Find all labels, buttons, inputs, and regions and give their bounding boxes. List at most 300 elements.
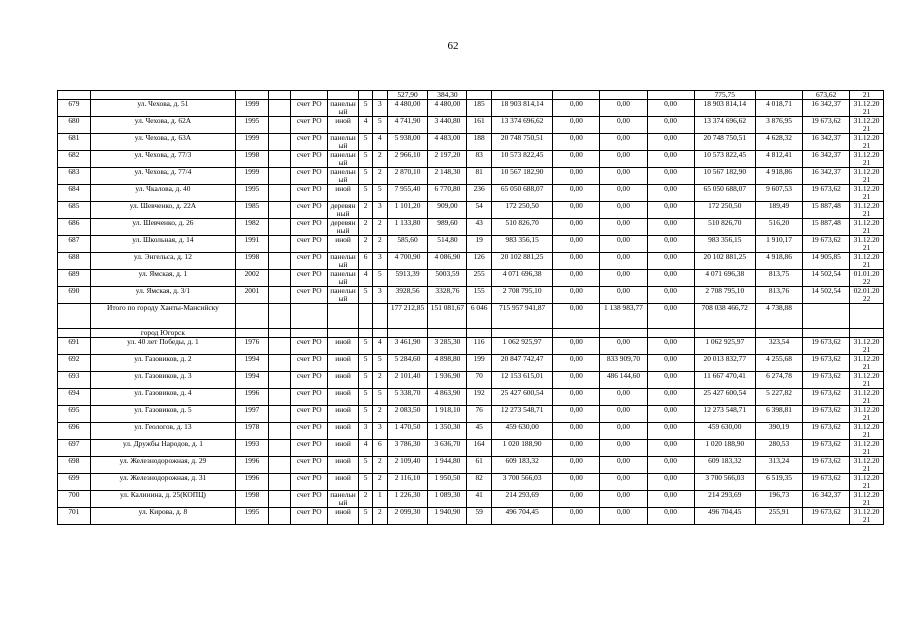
table-cell: 5 [358, 508, 372, 525]
table-cell: 390,19 [755, 423, 802, 440]
table-cell: 19 673,62 [803, 236, 850, 253]
table-cell: 697 [58, 440, 91, 457]
table-cell: 6 398,81 [755, 406, 802, 423]
table-cell: 10 573 822,45 [694, 151, 755, 168]
table-cell: 708 038 466,72 [694, 304, 755, 329]
table-cell: 690 [58, 287, 91, 304]
table-cell: 3328,76 [428, 287, 467, 304]
table-cell [268, 236, 291, 253]
table-cell [268, 406, 291, 423]
table-cell: 16 342,37 [803, 100, 850, 117]
table-cell: 673,62 [803, 91, 850, 100]
table-cell: 609 183,32 [491, 457, 552, 474]
table-cell: счет РО [291, 185, 328, 202]
table-cell: счет РО [291, 440, 328, 457]
table-cell: 6 [358, 253, 372, 270]
table-cell: 19 673,62 [803, 474, 850, 491]
table-cell: 5 [358, 151, 372, 168]
table-cell: 10 567 182,90 [491, 168, 552, 185]
table-cell: 0,00 [647, 100, 694, 117]
table-row [58, 491, 884, 508]
table-cell: 02.01.20 22 [850, 287, 884, 304]
table-cell: 2 [373, 372, 387, 389]
table-cell: иной [328, 338, 359, 355]
table-cell: 11 667 470,41 [694, 372, 755, 389]
table-cell: 609 183,32 [694, 457, 755, 474]
table-cell: панельн ый [328, 168, 359, 185]
table-cell: 0,00 [553, 457, 600, 474]
table-cell: счет РО [291, 219, 328, 236]
table-cell [291, 329, 328, 338]
table-cell: 4 071 696,38 [694, 270, 755, 287]
table-cell: 01.01.20 22 [850, 270, 884, 287]
table-cell: ул. Дружбы Народов, д. 1 [90, 440, 235, 457]
table-cell [268, 219, 291, 236]
table-cell: панельн ый [328, 270, 359, 287]
table-cell: 19 673,62 [803, 372, 850, 389]
table-cell: 692 [58, 355, 91, 372]
table-row [58, 372, 884, 389]
table-cell: ул. Энгельса, д. 12 [90, 253, 235, 270]
table-cell [268, 168, 291, 185]
table-cell: 1985 [236, 202, 269, 219]
table-cell: 16 342,37 [803, 491, 850, 508]
table-cell: 4 [358, 270, 372, 287]
table-cell [236, 329, 269, 338]
table-cell: иной [328, 508, 359, 525]
table-cell [358, 304, 372, 329]
table-cell: 0,00 [553, 219, 600, 236]
table-cell: 496 704,45 [694, 508, 755, 525]
table-cell: 1999 [236, 168, 269, 185]
table-cell: 2 [373, 236, 387, 253]
table-cell: 31.12.20 21 [850, 372, 884, 389]
table-row [58, 338, 884, 355]
table-cell: 0,00 [600, 508, 647, 525]
table-cell [803, 329, 850, 338]
table-cell [268, 91, 291, 100]
table-cell: 3 700 566,03 [694, 474, 755, 491]
table-cell: 4 [358, 440, 372, 457]
table-cell: 5 [373, 389, 387, 406]
table-cell: 65 050 688,07 [694, 185, 755, 202]
table-cell: 214 293,69 [491, 491, 552, 508]
table-cell: 5 [358, 287, 372, 304]
table-cell: 0,00 [600, 151, 647, 168]
table-cell [236, 91, 269, 100]
table-cell: 5 [358, 457, 372, 474]
table-cell: 0,00 [647, 219, 694, 236]
table-cell: 5 [373, 117, 387, 134]
table-cell: 384,30 [428, 91, 467, 100]
table-cell: 18 903 814,14 [491, 100, 552, 117]
table-cell: 0,00 [553, 287, 600, 304]
table-cell: счет РО [291, 202, 328, 219]
table-cell: счет РО [291, 151, 328, 168]
table-cell: 19 673,62 [803, 355, 850, 372]
table-cell: 0,00 [553, 185, 600, 202]
table-cell: 43 [467, 219, 492, 236]
table-cell: 0,00 [600, 253, 647, 270]
table-cell: ул. Газовиков, д. 5 [90, 406, 235, 423]
table-cell: 25 427 600,54 [694, 389, 755, 406]
table-cell: 3 285,30 [428, 338, 467, 355]
table-cell: ул. Чехова, д. 77/3 [90, 151, 235, 168]
table-cell: 5 [358, 185, 372, 202]
table-cell: 4 918,86 [755, 168, 802, 185]
table-cell: 3 [373, 253, 387, 270]
table-cell [553, 91, 600, 100]
table-cell: 684 [58, 185, 91, 202]
table-cell: 510 826,70 [694, 219, 755, 236]
table-cell: 1 944,80 [428, 457, 467, 474]
table-cell: деревян ный [328, 219, 359, 236]
table-cell [268, 117, 291, 134]
table-cell: 19 673,62 [803, 457, 850, 474]
table-cell [268, 389, 291, 406]
table-cell: 1 089,30 [428, 491, 467, 508]
table-cell: счет РО [291, 253, 328, 270]
table-cell: 0,00 [553, 372, 600, 389]
table-cell: 1998 [236, 491, 269, 508]
table-cell: 693 [58, 372, 91, 389]
table-cell: 0,00 [553, 338, 600, 355]
table-cell: счет РО [291, 372, 328, 389]
table-cell: 0,00 [553, 406, 600, 423]
table-cell: 12 273 548,71 [491, 406, 552, 423]
table-cell: 9 607,53 [755, 185, 802, 202]
table-cell: 1 936,90 [428, 372, 467, 389]
table-cell: ул. Газовиков, д. 3 [90, 372, 235, 389]
table-cell: 2 109,40 [387, 457, 428, 474]
table-cell: 0,00 [600, 474, 647, 491]
table-cell: 1999 [236, 134, 269, 151]
table-cell: 1978 [236, 423, 269, 440]
table-cell [328, 304, 359, 329]
table-cell: 4 863,90 [428, 389, 467, 406]
table-cell: иной [328, 117, 359, 134]
table-cell [373, 304, 387, 329]
table-cell: панельн ый [328, 253, 359, 270]
table-cell: 5 [358, 338, 372, 355]
table-cell: 214 293,69 [694, 491, 755, 508]
table-cell: ул. Железнодорожная, д. 29 [90, 457, 235, 474]
table-cell: 0,00 [647, 508, 694, 525]
table-cell [90, 91, 235, 100]
table-cell: 161 [467, 117, 492, 134]
table-cell: 31.12.20 21 [850, 100, 884, 117]
table-cell: 16 342,37 [803, 134, 850, 151]
table-cell [268, 202, 291, 219]
table-cell [268, 304, 291, 329]
table-cell: 0,00 [600, 423, 647, 440]
table-cell: 514,80 [428, 236, 467, 253]
table-cell: 19 673,62 [803, 406, 850, 423]
table-cell: 5913,39 [387, 270, 428, 287]
table-cell: 2 966,10 [387, 151, 428, 168]
table-cell: 0,00 [600, 491, 647, 508]
table-cell: 1976 [236, 338, 269, 355]
table-cell: 1 918,10 [428, 406, 467, 423]
table-cell: 989,60 [428, 219, 467, 236]
table-cell: 0,00 [647, 270, 694, 287]
table-cell: ул. Чехова, д. 63А [90, 134, 235, 151]
table-cell: 682 [58, 151, 91, 168]
table-cell: 2 [373, 508, 387, 525]
table-cell: 1 020 188,90 [491, 440, 552, 457]
table-cell: 1 101,20 [387, 202, 428, 219]
table-cell: 31.12.20 21 [850, 457, 884, 474]
table-cell: 192 [467, 389, 492, 406]
table-cell: 4 738,88 [755, 304, 802, 329]
table-cell: 1991 [236, 236, 269, 253]
table-cell: ул. Чехова, д. 51 [90, 100, 235, 117]
table-row [58, 389, 884, 406]
table-cell: 683 [58, 168, 91, 185]
table-cell: 164 [467, 440, 492, 457]
table-cell: 1996 [236, 389, 269, 406]
table-cell: 0,00 [553, 389, 600, 406]
table-cell: 685 [58, 202, 91, 219]
table-cell: 3 700 566,03 [491, 474, 552, 491]
table-cell: 70 [467, 372, 492, 389]
table-cell: ул. Железнодорожная, д. 31 [90, 474, 235, 491]
table-cell [268, 100, 291, 117]
table-cell: 1993 [236, 440, 269, 457]
table-cell: 696 [58, 423, 91, 440]
table-cell: 31.12.20 21 [850, 168, 884, 185]
table-cell: 695 [58, 406, 91, 423]
table-cell: 185 [467, 100, 492, 117]
table-cell [553, 329, 600, 338]
table-row [58, 270, 884, 287]
table-cell [58, 91, 91, 100]
table-cell: 2 083,50 [387, 406, 428, 423]
table-cell: 4 [373, 134, 387, 151]
table-cell: 0,00 [647, 372, 694, 389]
table-cell: ул. Шевченко, д. 26 [90, 219, 235, 236]
table-cell: 0,00 [600, 185, 647, 202]
table-cell: иной [328, 372, 359, 389]
table-cell [694, 329, 755, 338]
table-cell: 1982 [236, 219, 269, 236]
table-cell [491, 91, 552, 100]
table-cell: 280,53 [755, 440, 802, 457]
table-cell: 31.12.20 21 [850, 236, 884, 253]
table-cell: 31.12.20 21 [850, 117, 884, 134]
table-cell: 1995 [236, 117, 269, 134]
table-cell: 12 153 615,01 [491, 372, 552, 389]
table-cell: 19 [467, 236, 492, 253]
table-cell: 31.12.20 21 [850, 219, 884, 236]
table-cell: 6 519,35 [755, 474, 802, 491]
table-cell: 5003,59 [428, 270, 467, 287]
table-cell: иной [328, 236, 359, 253]
table-cell: ул. Газовиков, д. 2 [90, 355, 235, 372]
table-cell: 486 144,60 [600, 372, 647, 389]
table-cell [428, 329, 467, 338]
table-cell: 1 470,50 [387, 423, 428, 440]
table-cell [328, 91, 359, 100]
table-cell: 4 071 696,38 [491, 270, 552, 287]
table-cell: 2 099,30 [387, 508, 428, 525]
table-cell: иной [328, 474, 359, 491]
table-cell: 0,00 [553, 423, 600, 440]
table-cell: 6 770,80 [428, 185, 467, 202]
table-cell: 4 255,68 [755, 355, 802, 372]
table-cell: 983 356,15 [694, 236, 755, 253]
table-cell [268, 457, 291, 474]
table-cell: 4 480,00 [428, 100, 467, 117]
table-cell: 0,00 [600, 100, 647, 117]
table-cell: ул. 40 лет Победы, д. 1 [90, 338, 235, 355]
table-cell: 19 673,62 [803, 440, 850, 457]
table-cell: 3 [373, 100, 387, 117]
table-cell: 59 [467, 508, 492, 525]
table-cell: 0,00 [647, 253, 694, 270]
table-cell: 2 [373, 457, 387, 474]
table-cell: 2 [373, 219, 387, 236]
table-cell: 715 957 941,87 [491, 304, 552, 329]
table-cell: 2 [373, 151, 387, 168]
table-cell [291, 91, 328, 100]
table-cell: 0,00 [600, 338, 647, 355]
table-cell: 0,00 [647, 236, 694, 253]
table-cell [268, 253, 291, 270]
table-cell [358, 91, 372, 100]
table-cell: иной [328, 440, 359, 457]
table-cell: 19 673,62 [803, 508, 850, 525]
table-cell [491, 329, 552, 338]
table-cell: 833 909,70 [600, 355, 647, 372]
table-cell: панельн ый [328, 134, 359, 151]
table-cell: 323,54 [755, 338, 802, 355]
table-cell: 4 480,00 [387, 100, 428, 117]
table-cell: 2 [373, 168, 387, 185]
table-cell: 1 062 925,97 [694, 338, 755, 355]
table-cell [755, 91, 802, 100]
continuation-row [58, 91, 884, 100]
table-row [58, 440, 884, 457]
table-cell: 0,00 [647, 117, 694, 134]
table-cell: 0,00 [600, 117, 647, 134]
table-cell: 5 [358, 100, 372, 117]
table-cell: 31.12.20 21 [850, 202, 884, 219]
table-cell: иной [328, 185, 359, 202]
table-cell: 0,00 [647, 423, 694, 440]
table-cell: 4 628,32 [755, 134, 802, 151]
table-cell: 0,00 [553, 100, 600, 117]
table-cell: 0,00 [600, 202, 647, 219]
table-cell: 2 [358, 236, 372, 253]
table-cell: 5 [373, 270, 387, 287]
table-cell: 5 [358, 389, 372, 406]
table-cell: 2 116,10 [387, 474, 428, 491]
table-cell: 4 018,71 [755, 100, 802, 117]
table-cell: 15 887,48 [803, 219, 850, 236]
table-cell [268, 440, 291, 457]
table-cell: 1994 [236, 355, 269, 372]
table-cell: 151 081,67 [428, 304, 467, 329]
table-cell: 0,00 [553, 151, 600, 168]
table-cell: 0,00 [647, 202, 694, 219]
table-cell [236, 304, 269, 329]
table-cell: счет РО [291, 134, 328, 151]
table-cell: ул. Ямская, д. 3/1 [90, 287, 235, 304]
table-cell: 188 [467, 134, 492, 151]
table-cell: счет РО [291, 423, 328, 440]
table-cell: 0,00 [553, 236, 600, 253]
table-cell: 0,00 [647, 338, 694, 355]
table-cell: 1994 [236, 372, 269, 389]
table-cell: 10 573 822,45 [491, 151, 552, 168]
table-cell: 5 [358, 406, 372, 423]
table-cell [358, 329, 372, 338]
table-cell: панельн ый [328, 151, 359, 168]
table-cell: 3 461,90 [387, 338, 428, 355]
table-row [58, 151, 884, 168]
table-row [58, 423, 884, 440]
table-cell: 3928,56 [387, 287, 428, 304]
table-cell: 1 226,30 [387, 491, 428, 508]
table-cell: 688 [58, 253, 91, 270]
table-cell: панельн ый [328, 287, 359, 304]
table-row [58, 100, 884, 117]
table-cell: 1998 [236, 253, 269, 270]
table-cell: 255 [467, 270, 492, 287]
table-cell: 0,00 [600, 440, 647, 457]
table-cell: 81 [467, 168, 492, 185]
table-cell: 7 955,40 [387, 185, 428, 202]
table-cell: 0,00 [553, 304, 600, 329]
table-cell: 0,00 [647, 287, 694, 304]
table-row [58, 406, 884, 423]
table-cell: 3 [373, 287, 387, 304]
table-cell: 2 [373, 406, 387, 423]
table-cell [600, 329, 647, 338]
table-cell: счет РО [291, 406, 328, 423]
table-cell: 3 786,30 [387, 440, 428, 457]
table-cell: счет РО [291, 287, 328, 304]
table-cell: 0,00 [600, 406, 647, 423]
housing-table [57, 90, 884, 525]
table-cell: иной [328, 389, 359, 406]
table-cell: 1 133,80 [387, 219, 428, 236]
table-cell: 116 [467, 338, 492, 355]
table-cell: 2 708 795,10 [694, 287, 755, 304]
table-cell: 5 [358, 134, 372, 151]
table-cell: 19 673,62 [803, 389, 850, 406]
table-cell: 54 [467, 202, 492, 219]
table-cell: 5 227,82 [755, 389, 802, 406]
table-cell: 172 250,50 [694, 202, 755, 219]
table-cell: 65 050 688,07 [491, 185, 552, 202]
table-cell: Итого по городу Ханты-Мансийску [90, 304, 235, 329]
table-cell: 699 [58, 474, 91, 491]
table-cell [850, 304, 884, 329]
table-cell: 3 [373, 202, 387, 219]
table-cell: 679 [58, 100, 91, 117]
table-cell: 189,49 [755, 202, 802, 219]
table-cell: 0,00 [553, 355, 600, 372]
total-row [58, 304, 884, 329]
table-cell: 0,00 [553, 168, 600, 185]
table-cell: город Югорск [90, 329, 235, 338]
table-cell: 31.12.20 21 [850, 134, 884, 151]
table-cell: 5 [358, 474, 372, 491]
table-cell: 19 673,62 [803, 117, 850, 134]
table-cell [373, 91, 387, 100]
